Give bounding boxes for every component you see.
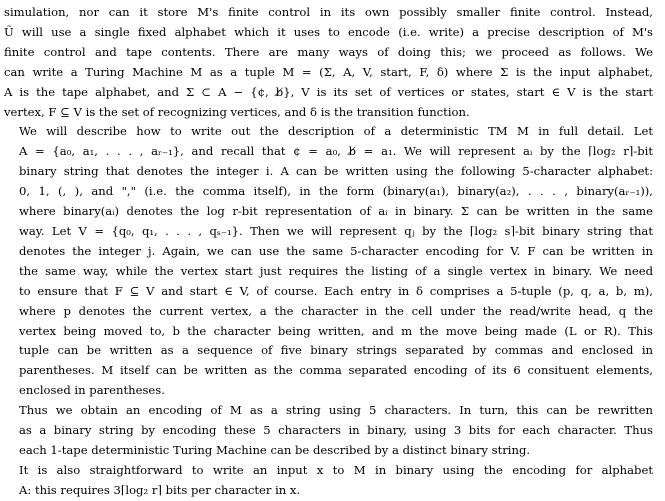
- text-line: way. Let V = {q₀, q₁, . . . , qₛ₋₁}. Then we will represent qⱼ by the ⌈log₂ s⌉-bit binary string that: [19, 223, 653, 238]
- text-line: It is also straightforward to write an input x to M in binary using the encoding for alphabet: [19, 462, 653, 477]
- text-line: can write a Turing Machine M as a tuple M = (Σ, A, V, start, F, δ) where Σ is the input alphabet,: [4, 64, 653, 79]
- text-line: parentheses. M itself can be written as the comma separated encoding of its 6 consituent elements,: [19, 363, 653, 378]
- text-line: tuple can be written as a sequence of five binary strings separated by commas and enclosed in: [19, 343, 653, 358]
- paragraph: [4, 401, 653, 461]
- text-line: finite control and tape contents. There are many ways of doing this; we proceed as follows. We: [4, 44, 653, 59]
- text-line: A is the tape alphabet, and Σ ⊂ A − {¢, b̸}, V is its set of vertices or states, start ∈ V is the start: [4, 84, 653, 99]
- text-line: denotes the integer j. Again, we can use the same 5-character encoding for V. F can be written in: [19, 243, 653, 258]
- text-line: A = {a₀, a₁, . . . , aᵣ₋₁}, and recall that ¢ = a₀, b̸ = a₁. We will represent aᵢ by the ⌈log₂ r⌉-bit: [19, 144, 653, 159]
- text-line: vertex, F ⊆ V is the set of recognizing vertices, and δ is the transition function.: [4, 104, 470, 119]
- text-line: each 1-tape deterministic Turing Machine can be described by a distinct binary string.: [19, 442, 531, 457]
- text-line: enclosed in parentheses.: [19, 383, 165, 398]
- text-line: where p denotes the current vertex, a the character in the cell under the read/write head, q the: [19, 303, 653, 318]
- text-line: where binary(aᵢ) denotes the log r-bit representation of aᵢ in binary. Σ can be written in the same: [19, 204, 653, 219]
- text-line: Ũ will use a single fixed alphabet which it uses to encode (i.e. write) a precise description of M's: [4, 24, 653, 39]
- paragraph: [4, 461, 653, 501]
- text-line: We will describe how to write out the description of a deterministic TM M in full detail. Let: [19, 124, 653, 139]
- paragraph: [4, 122, 653, 401]
- text-line: 0, 1, (, ), and "," (i.e. the comma itself), in the form (binary(a₁), binary(a₂), . . . , binary(aᵣ₋₁)),: [19, 184, 653, 199]
- text-line: the same way, while the vertex start just requires the listing of a single vertex in binary. We need: [19, 263, 653, 278]
- text-line: to ensure that F ⊆ V and start ∈ V, of course. Each entry in δ comprises a 5-tuple (p, q, a, b, m),: [19, 283, 653, 298]
- paragraph: [4, 3, 653, 122]
- text-line: vertex being moved to, b the character being written, and m the move being made (L or R). This: [19, 323, 653, 338]
- text-line: simulation, nor can it store M's finite control in its own possibly smaller finite control. Instead,: [4, 5, 653, 19]
- text-line: binary string that denotes the integer i. A can be written using the following 5-character alphabet:: [19, 164, 653, 179]
- text-line: A: this requires 3⌈log₂ r⌉ bits per character in x.: [19, 482, 301, 497]
- text-line: Thus we obtain an encoding of M as a string using 5 characters. In turn, this can be rewritten: [19, 403, 653, 418]
- text-line: as a binary string by encoding these 5 characters in binary, using 3 bits for each character. Thus: [19, 423, 653, 438]
